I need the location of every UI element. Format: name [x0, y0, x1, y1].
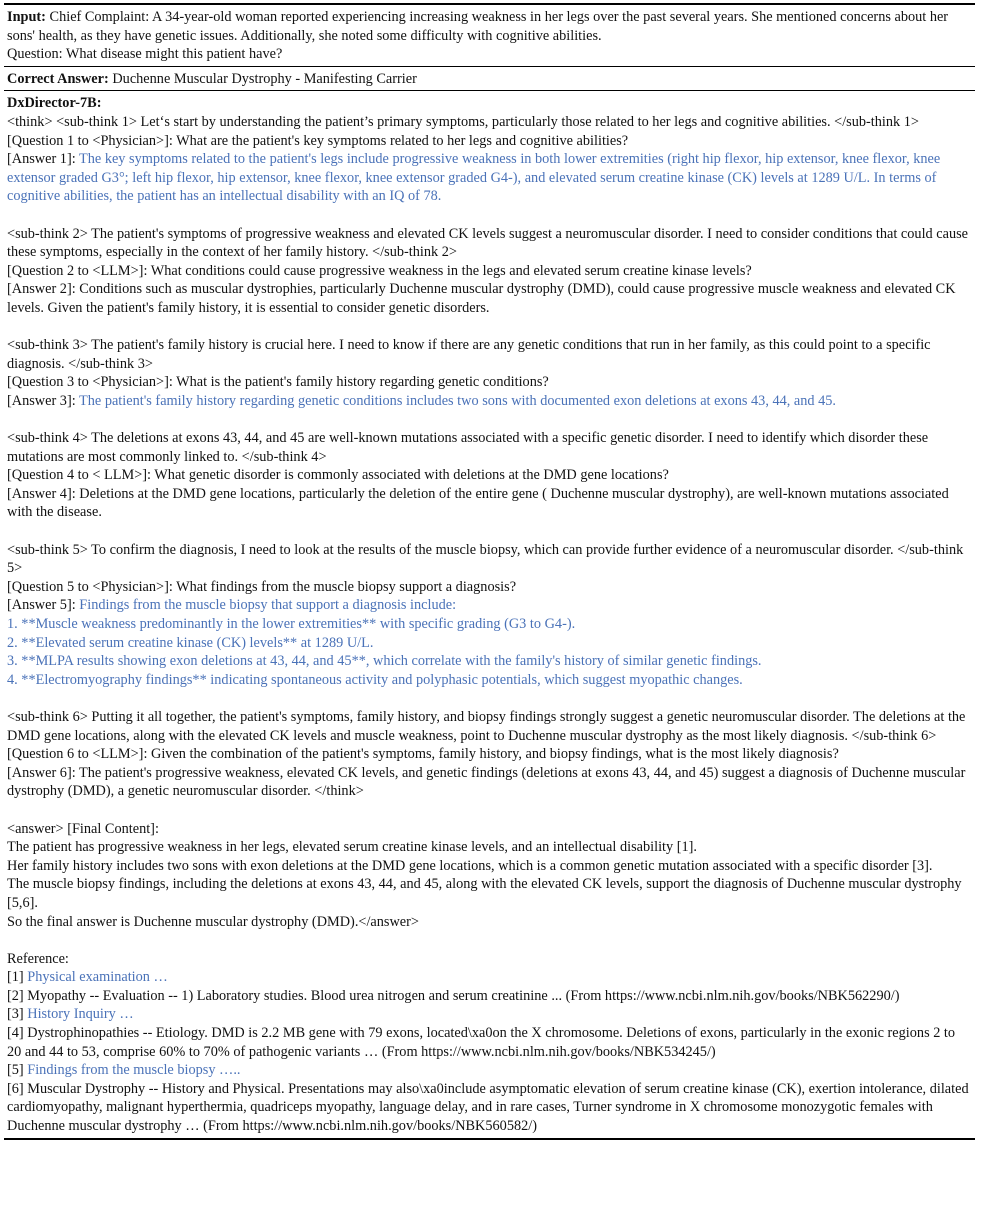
- step-4-question: [Question 4 to < LLM>]: What genetic disorder is commonly associated with deletions at the DMD gene locations?: [7, 467, 669, 484]
- model-title: DxDirector-7B:: [7, 95, 102, 112]
- step-1-think: <think> <sub-think 1> Let‘s start by understanding the patient’s primary symptoms, particularly those related to her legs and cognitive abilities. </sub-think 1> [Question 1 to <Physician>]: What are the patient's key symptoms related to her legs and cognitive abilities?: [7, 113, 919, 149]
- step-5-question: [Question 5 to <Physician>]: What findings from the muscle biopsy support a diagnosis?: [7, 578, 517, 595]
- reference-link[interactable]: History Inquiry …: [27, 1006, 134, 1023]
- step-3-think: <sub-think 3> The patient's family history is crucial here. I need to know if there are any genetic conditions that run in her family, as this could point to a specific diagnosis. </sub-think 3>: [7, 337, 931, 372]
- input-text: Chief Complaint: A 34-year-old woman reported experiencing increasing weakness in her legs over the past several years. She mentioned concerns about her sons' health, as they have genetic issues. Additionally, she noted some difficulty with cognitive abilities.: [7, 9, 949, 44]
- reference-item: [3] History Inquiry …: [7, 1006, 134, 1023]
- correct-answer-text: Duchenne Muscular Dystrophy - Manifesting Carrier: [112, 70, 417, 87]
- step-5-think: <sub-think 5> To confirm the diagnosis, I need to look at the results of the muscle biopsy, which can provide further evidence of a neuromuscular disorder. </sub-think 5>: [7, 541, 964, 577]
- input-section: [4, 5, 975, 66]
- step-3-question: [Question 3 to <Physician>]: What is the patient's family history regarding genetic conditions?: [7, 374, 549, 391]
- final-line: So the final answer is Duchenne muscular dystrophy (DMD).</answer>: [7, 913, 419, 930]
- step-5-list-item: 1. **Muscle weakness predominantly in the lower extremities** with specific grading (G3 to G4-).: [7, 616, 576, 632]
- step-5-list-item: 4. **Electromyography findings** indicating spontaneous activity and polyphasic potentials, which suggest myopathic changes.: [7, 671, 743, 688]
- final-line: Her family history includes two sons with exon deletions at the DMD gene locations, which is a common genetic mutation associated with a specific disorder [3].: [7, 857, 933, 874]
- correct-answer-label: Correct Answer:: [7, 70, 109, 87]
- reference-item: [6] Muscular Dystrophy -- History and Physical. Presentations may also\xa0include asymptomatic elevation of serum creatine kinase (CK), exertion intolerance, dilated cardiomyopathy, malignant hyperthermia, quadriceps myopathy, language delay, and in rare cases, Turner syndrome in X chromosome monozygotic females with Duchenne muscular dystrophy … (From https://www.ncbi.nlm.nih.gov/books/NBK560582/): [7, 1080, 969, 1135]
- step-3-answer-text: The patient's family history regarding genetic conditions includes two sons with documented exon deletions at exons 43, 44, and 45.: [79, 392, 836, 409]
- step-2-think: <sub-think 2> The patient's symptoms of progressive weakness and elevated CK levels suggest a neuromuscular disorder. I need to consider conditions that could cause these symptoms, especially in the context of her family history. </sub-think 2>: [7, 225, 969, 261]
- reference-item: [1] Physical examination …: [7, 969, 168, 986]
- step-1-answer-text: The key symptoms related to the patient's legs include progressive weakness in both lower extremities (right hip flexor, hip extensor, knee flexor, knee extensor graded G3°; left hip flexor, hip extensor, knee flexor, knee extensor graded G4-), and elevated serum creatine kinase (CK) levels at 1289 U/L. In terms of cognitive abilities, the patient has an intellectual disability with an IQ of 78.: [7, 151, 941, 205]
- reference-link[interactable]: Physical examination …: [27, 969, 168, 986]
- step-1-answer: [Answer 1]: The key symptoms related to the patient's legs include progressive weakness in both lower extremities (right hip flexor, hip extensor, knee flexor, knee extensor graded G3°; left hip flexor, hip extensor, knee flexor, knee extensor graded G4-), and elevated serum creatine kinase (CK) levels at 1289 U/L. In terms of cognitive abilities, the patient has an intellectual disability with an IQ of 78.: [7, 151, 941, 205]
- step-2-question: [Question 2 to <LLM>]: What conditions could cause progressive weakness in the legs and elevated serum creatine kinase levels?: [7, 262, 752, 279]
- step-5-answer: [Answer 5]: Findings from the muscle biopsy that support a diagnosis include:: [7, 597, 457, 614]
- input-paragraph: [7, 8, 972, 45]
- reference-header: Reference:: [7, 950, 69, 967]
- final-line: The patient has progressive weakness in her legs, elevated serum creatine kinase levels, and an intellectual disability [1].: [7, 839, 697, 856]
- reference-item: [4] Dystrophinopathies -- Etiology. DMD is 2.2 MB gene with 79 exons, located\xa0on the X chromosome. Deletions of exons, particularly in the exonic regions 2 to 20 and 44 to 53, comprise 60% to 70% of pathogenic variants … (From https://www.ncbi.nlm.nih.gov/books/NBK534245/): [7, 1025, 956, 1060]
- correct-answer-section: [4, 67, 975, 91]
- input-label: Input:: [7, 9, 46, 25]
- step-5-list-item: 2. **Elevated serum creatine kinase (CK) levels** at 1289 U/L.: [7, 634, 374, 651]
- reference-item: [5] Findings from the muscle biopsy …..: [7, 1062, 241, 1079]
- model-output-section: [4, 91, 975, 1137]
- step-5-list-item: 3. **MLPA results showing exon deletions at 43, 44, and 45**, which correlate with the family's history of similar genetic findings.: [7, 653, 762, 670]
- final-line: The muscle biopsy findings, including the deletions at exons 43, 44, and 45, along with the elevated CK levels, support the diagnosis of Duchenne muscular dystrophy [5,6].: [7, 876, 962, 911]
- step-3-answer: [Answer 3]: The patient's family history regarding genetic conditions includes two sons with documented exon deletions at exons 43, 44, and 45.: [7, 392, 836, 409]
- step-2-answer: [Answer 2]: Conditions such as muscular dystrophies, particularly Duchenne muscular dystrophy (DMD), could cause progressive muscle weakness and elevated CK levels. Given the patient's family history, it is essential to consider genetic disorders.: [7, 281, 956, 316]
- step-4-answer: [Answer 4]: Deletions at the DMD gene locations, particularly the deletion of the entire gene ( Duchenne muscular dystrophy), are well-known mutations associated with the disease.: [7, 485, 949, 521]
- step-6-answer: [Answer 6]: The patient's progressive weakness, elevated CK levels, and genetic findings (deletions at exons 43, 44, and 45) suggest a diagnosis of Duchenne muscular dystrophy (DMD), a genetic neuromuscular disorder. </think>: [7, 764, 966, 800]
- reference-link[interactable]: Findings from the muscle biopsy …..: [27, 1062, 241, 1079]
- bottom-rule: [4, 1138, 975, 1140]
- step-5-answer-text: Findings from the muscle biopsy that support a diagnosis include:: [79, 597, 457, 614]
- reference-item: [2] Myopathy -- Evaluation -- 1) Laboratory studies. Blood urea nitrogen and serum creatinine ... (From https://www.ncbi.nlm.nih.gov/books/NBK562290/): [7, 987, 900, 1004]
- case-study-figure: [4, 3, 975, 1140]
- final-header: <answer> [Final Content]:: [7, 820, 159, 837]
- step-4-think: <sub-think 4> The deletions at exons 43, 44, and 45 are well-known mutations associated with a specific genetic disorder. I need to identify which disorder these mutations are most commonly linked to. </sub-think 4>: [7, 430, 929, 465]
- step-6-think: <sub-think 6> Putting it all together, the patient's symptoms, family history, and biopsy findings strongly suggest a genetic neuromuscular disorder. The deletions at the DMD gene locations, along with the elevated CK levels and muscle weakness, point to Duchenne muscular dystrophy as the most likely diagnosis. </sub-think 6>: [7, 708, 966, 744]
- step-6-question: [Question 6 to <LLM>]: Given the combination of the patient's symptoms, family history, and biopsy findings, what is the most likely diagnosis?: [7, 746, 839, 763]
- input-question: Question: What disease might this patient have?: [7, 46, 283, 63]
